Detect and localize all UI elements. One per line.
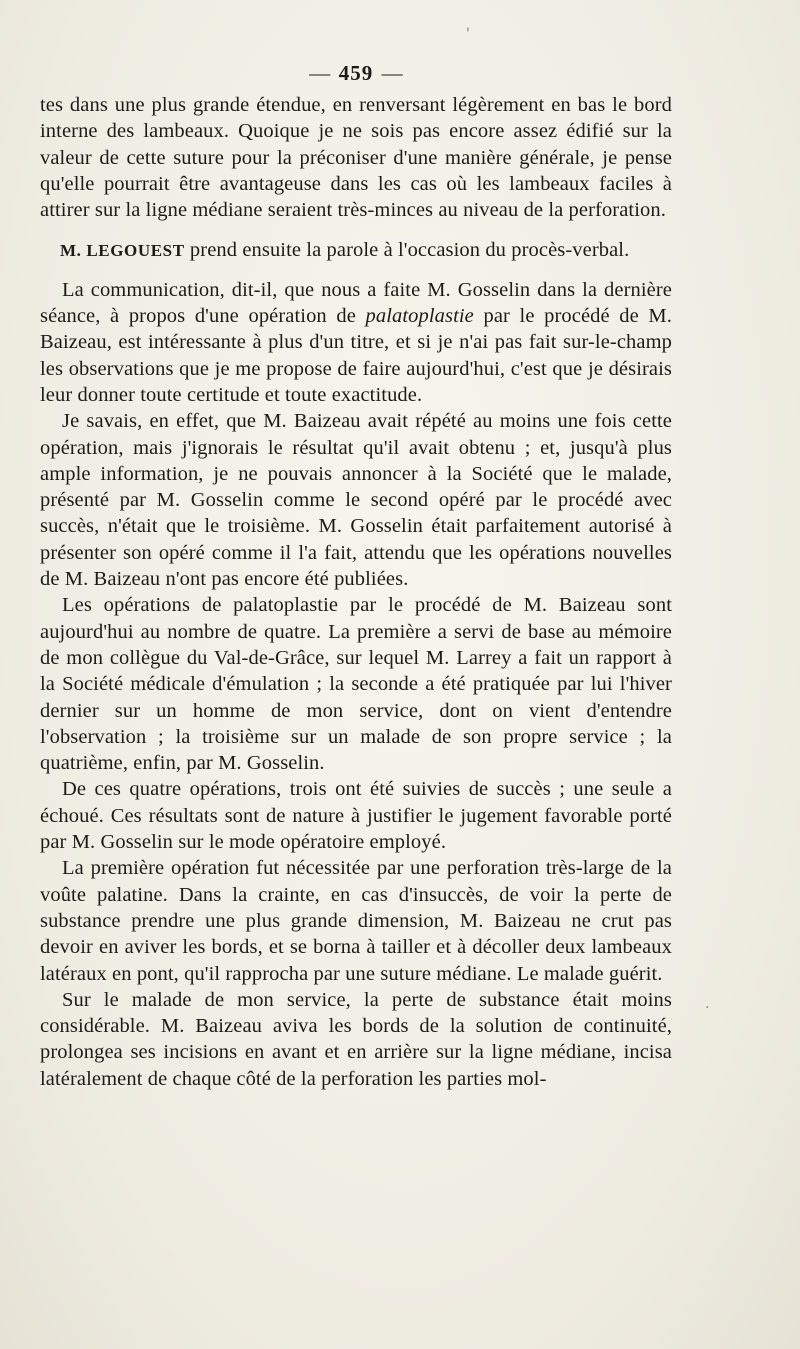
paragraph-text-after: par le procédé de M. Baizeau, est intéressante à plus d'un titre, et si je n'ai pas fait sur-le-champ les observations que je me propose de faire aujourd'hui, c'est que je désirais leur donner toute certitude et toute exactitude. [40,305,672,406]
paragraph: Sur le malade de mon service, la perte de substance était moins considérable. M. Baizeau aviva les bords de la solution de continuité, prolongea ses incisions en avant et en arrière sur la ligne médiane, incisa latéralement de chaque côté de la perforation les parties mol- [40,988,672,1090]
paragraph-speaker-intro [40,237,672,264]
speaker-intro-text: prend ensuite la parole à l'occasion du procès-verbal. [184,239,630,262]
italic-term: palatoplastie [365,305,474,328]
paragraph: Les opérations de palatoplastie par le procédé de M. Baizeau sont aujourd'hui au nombre de quatre. La première a servi de base au mémoire de mon collègue du Val-de-Grâce, sur lequel M. Larrey a fait un rapport à la Société médicale d'émulation ; la seconde a été pratiquée par lui l'hiver dernier sur un homme de mon service, dont on vient d'entendre l'observation ; la troisième sur un malade de son propre service ; la quatrième, enfin, par M. Gosselin. [40,594,672,775]
page-number-dash-left: — [309,61,331,85]
paragraph: Je savais, en effet, que M. Baizeau avait répété au moins une fois cette opération, mais j'ignorais le résultat qu'il avait obtenu ; et, jusqu'à plus ample information, je ne pouvais annoncer à la Société que le malade, présenté par M. Gosselin comme le second opéré par le procédé avec succès, n'était que le troisième. M. Gosselin était parfaitement autorisé à présenter son opéré comme il l'a fait, attendu que les opérations nouvelles de M. Baizeau n'ont pas encore été publiées. [40,410,672,591]
paragraph: De ces quatre opérations, trois ont été suivies de succès ; une seule a échoué. Ces résultats sont de nature à justifier le jugement favorable porté par M. Gosselin sur le mode opératoire employé. [40,778,672,854]
paragraph-continuation: tes dans une plus grande étendue, en renversant légèrement en bas le bord interne des lambeaux. Quoique je ne sois pas encore assez édifié sur la valeur de cette suture pour la préconiser d'une manière générale, je pense qu'elle pourrait être avantageuse dans les cas où les lambeaux faciles à attirer sur la ligne médiane seraient très-minces au niveau de la perforation. [40,94,672,222]
paragraph-text-before: La communication, dit-il, que nous a faite M. Gosselin dans la dernière séance, à propos d'une opération de [40,278,672,328]
paragraph-communication [40,277,672,408]
paragraph: La première opération fut nécessitée par une perforation très-large de la voûte palatine. Dans la crainte, en cas d'insuccès, de voir la perte de substance prendre une plus grande dimension, M. Baizeau ne crut pas devoir en aviver les bords, et se borna à tailler et à décoller deux lambeaux latéraux en pont, qu'il rapprocha par une suture médiane. Le malade guérit. [40,857,672,985]
stray-mark: ' [466,26,470,42]
page-number-dash-right: — [381,61,403,85]
page-number: 459 [338,61,374,85]
page-number-header [40,58,672,88]
speaker-name: M. LEGOUEST [60,241,185,261]
document-page [40,58,672,1092]
stray-mark: · [705,1000,710,1016]
